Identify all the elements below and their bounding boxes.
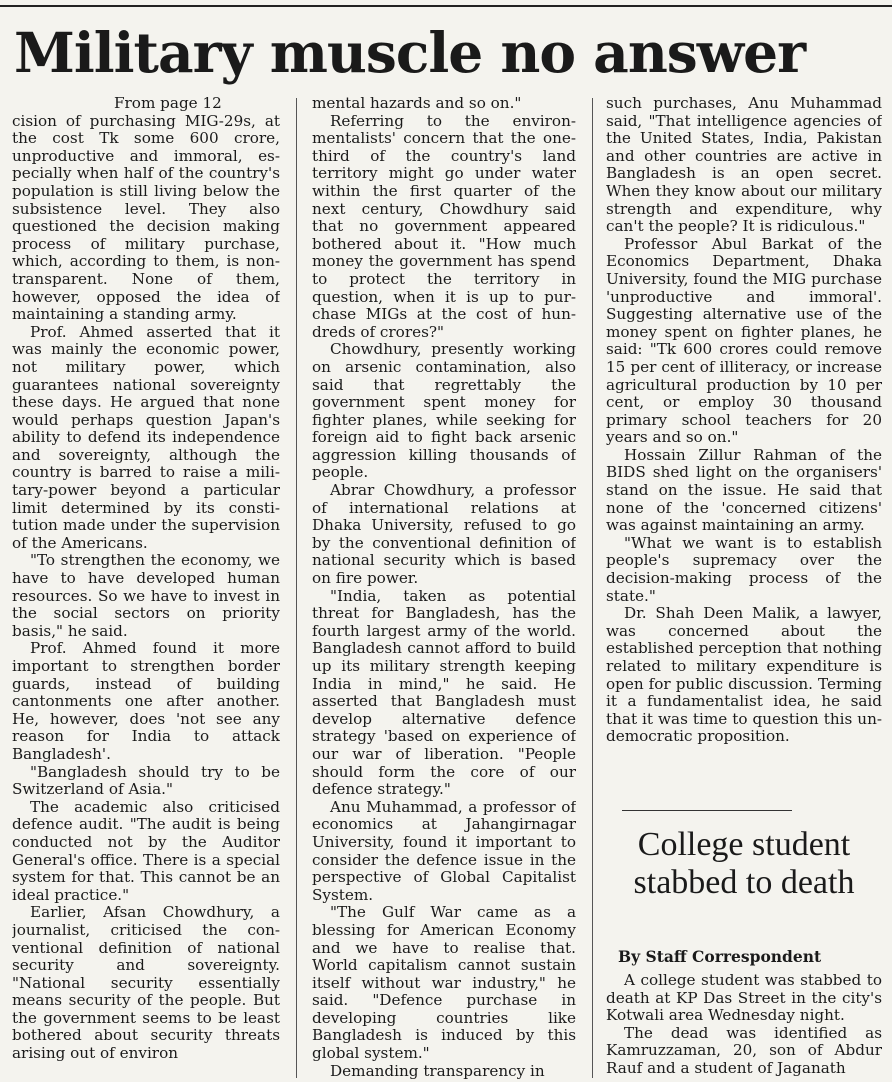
paragraph: Anu Muhammad, a professor of economics at Jahangirnagar University, found it important to consider the defence issue in the perspective of Global Capitalist System. (312, 797, 576, 904)
paragraph: Abrar Chowdhury, a professor of international relations at Dhaka University, refused to go by the conventional definition of national security which is based on fire power. (312, 481, 576, 588)
paragraph: The dead was identified as Kamruzzaman, 20, son of Abdur Rauf and a student of Jaganath (606, 1023, 882, 1077)
paragraph: "The Gulf War came as a blessing for American Economy and we have to realise that. World capitalism cannot sustain itself without war industry," he said. "Defence purchase in developing countries like Bangladesh is induced by this global system." (312, 903, 576, 1063)
paragraph: "Bangladesh should try to be Switzerland of Asia." (12, 762, 280, 799)
paragraph: Hossain Zillur Rahman of the BIDS shed light on the organisers' stand on the issue. He said that none of the 'concerned citizens' was against maintaining an army. (606, 445, 882, 535)
paragraph: "To strengthen the economy, we have to have developed human resources. So we have to invest in the social sectors on priority basis," he said. (12, 551, 280, 640)
column-divider (592, 98, 593, 1078)
paragraph: Earlier, Afsan Chowdhury, a journalist, criticised the conventional definition of national security and sovereignty. "National security essentially means security of the people. But the government seems to be least bothered about security threats arising out of environ (12, 903, 280, 1063)
paragraph: mental hazards and so on." (312, 95, 522, 112)
story-separator (622, 810, 792, 811)
continuation-label: From page 12 (114, 95, 222, 112)
paragraph: "India, taken as potential threat for Bangladesh, has the fourth largest army of the world. Bangladesh cannot afford to build up its military strength keeping India in mind," he said. He asserted that Bangladesh must develop alternative defence strategy 'based on experience of our war of liberation. "People should form the core of our defence strategy." (312, 586, 576, 799)
second-story-headline: College student stabbed to death (633, 826, 855, 901)
main-headline: Military muscle no answer (14, 20, 806, 85)
paragraph: Referring to the environmentalists' concern that the one-third of the country's land territory might go under water within the first quarter of the next century, Chowdhury said that no government appeared bothered about it. "How much money the government has spend to protect the territory in question, when it is up to purchase MIGs at the cost of hundreds of crores?" (312, 111, 576, 341)
paragraph: Professor Abul Barkat of the Economics Department, Dhaka University, found the MIG purchase 'unproductive and immoral'. Suggesting alternative use of the money spent on fighter planes, he said: "Tk 600 crores could remove 15 per cent of illiteracy, or increase agricultural production by 10 per cent, or employ 30 thousand primary school teachers for 20 years and so on." (606, 234, 882, 447)
paragraph: Prof. Ahmed found it more important to strengthen border guards, instead of building cantonments one after another. He, however, does 'not see any reason for India to attack Bangladesh'. (12, 639, 280, 763)
column-divider (296, 98, 297, 1078)
paragraph: Prof. Ahmed asserted that it was mainly the economic power, not military power, which guarantees national sovereignty these days. He argued that none would perhaps question Japan's ability to defend its independence and sovereignty, although the country is barred to raise a military-power beyond a particular limit determined by its constitution made under the supervision of the Americans. (12, 322, 280, 552)
paragraph: such purchases, Anu Muhammad said, "That intelligence agencies of the United States, India, Pakistan and other countries are active in Bangladesh is an open secret. When they know about our military strength and expenditure, why can't the people? It is ridiculous." (606, 95, 882, 236)
paragraph: Dr. Shah Deen Malik, a lawyer, was concerned about the established perception that nothing related to military expenditure is open for public discussion. Terming it a fundamentalist idea, he said that it was time to question this undemocratic proposition. (606, 604, 882, 746)
article-column-3 (606, 95, 882, 795)
top-rule (0, 5, 892, 7)
paragraph: Demanding transparency in (330, 1061, 545, 1080)
byline: By Staff Correspondent (618, 947, 822, 966)
paragraph: The academic also criticised defence audit. "The audit is being conducted not by the Auditor General's office. There is a special system for that. This cannot be an ideal practice." (12, 797, 280, 904)
paragraph: cision of purchasing MIG-29s, at the cost Tk some 600 crore, unproductive and immoral, especially when half of the country's population is still living below the subsistence level. They also questioned the decision making process of military purchase, which, according to them, is non-transparent. None of them, however, opposed the idea of maintaining a standing army. (12, 111, 280, 324)
article-column-2 (312, 95, 576, 1082)
second-story-body (606, 972, 882, 1082)
paragraph: "What we want is to establish people's supremacy over the decision-making process of the state." (606, 533, 882, 605)
paragraph: A college student was stabbed to death at KP Das Street in the city's Kotwali area Wednesday night. (606, 972, 882, 1025)
paragraph: Chowdhury, presently working on arsenic contamination, also said that regrettably the government spent money for fighter planes, while seeking for foreign aid to fight back arsenic aggression killing thousands of people. (312, 340, 576, 482)
article-column-1 (12, 95, 280, 1082)
